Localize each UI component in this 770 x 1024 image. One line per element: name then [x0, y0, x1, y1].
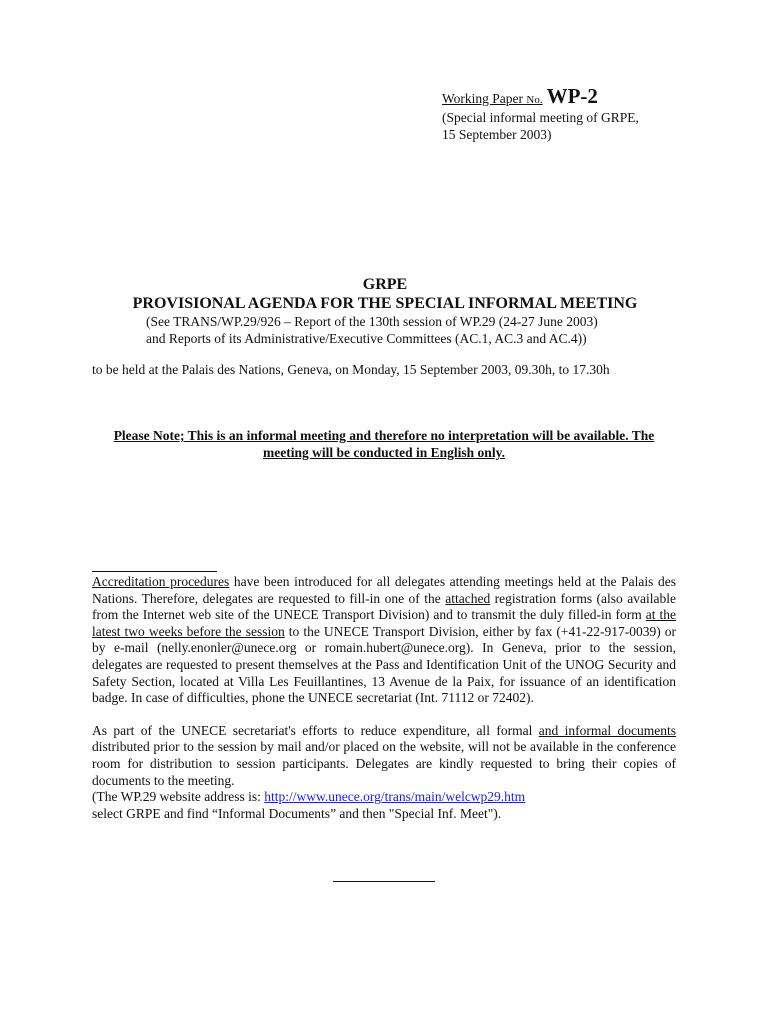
- special-meeting-line-2: 15 September 2003): [442, 127, 552, 142]
- footnote-separator: [92, 571, 217, 572]
- attached-text: attached: [445, 590, 491, 606]
- deadline-text: at the latest two weeks before the session: [92, 607, 676, 639]
- working-paper-line: [442, 84, 742, 109]
- special-meeting-line-1: (Special informal meeting of GRPE,: [442, 110, 639, 125]
- accreditation-text-1: have been introduced for all delegates attending meetings held at the Palais des Nations. Therefore, delegates are requested to fill-in one of the: [92, 574, 676, 606]
- accreditation-paragraph: [92, 574, 676, 707]
- accreditation-procedures-text: Accreditation procedures: [92, 574, 230, 589]
- subtitle-line-2: and Reports of its Administrative/Executive Committees (AC.1, AC.3 and AC.4)): [146, 331, 587, 346]
- accreditation-text-2: registration forms (also available from the Internet web site of the UNECE Transport Division) and to transmit the duly filled-in form: [92, 590, 676, 623]
- please-note: Please Note; This is an informal meeting and therefore no interpretation will be available. The meeting will be conducted in English only.: [113, 428, 655, 460]
- document-header: [442, 84, 742, 143]
- working-paper-no: No.: [526, 94, 543, 106]
- working-paper-label: [442, 91, 543, 106]
- end-separator: [333, 881, 435, 882]
- select-grpe-text: select GRPE and find “Informal Documents” and then "Special Inf. Meet").: [92, 805, 502, 821]
- website-prefix: (The WP.29 website address is:: [92, 789, 265, 805]
- working-paper-number: WP-2: [546, 84, 598, 108]
- subtitle-line-1: (See TRANS/WP.29/926 – Report of the 130th session of WP.29 (24-27 June 2003): [146, 314, 598, 329]
- documents-paragraph: [92, 723, 676, 823]
- working-paper-text: Working Paper: [442, 91, 524, 106]
- documents-text-2: distributed prior to the session by mail and/or placed on the website, will not be available in the conference room for distribution to session participants. Delegates are kindly requested to bring their copies of documents to the meeting.: [92, 739, 676, 788]
- title-agenda: PROVISIONAL AGENDA FOR THE SPECIAL INFORMAL MEETING: [132, 295, 638, 312]
- meeting-location-text: to be held at the Palais des Nations, Geneva, on Monday, 15 September 2003, 09.30h, to 17.30h: [92, 362, 610, 377]
- accreditation-text-3: to the UNECE Transport Division, either by fax (+41-22-917-0039) or by e-mail (nelly.enonler@unece.org or romain.hubert@unece.org). In Geneva, prior to the session, delegates are requested to present themselves at the Pass and Identification Unit of the UNOG Security and Safety Section, located at Villa Les Feuillantines, 13 Avenue de la Paix, for issuance of an identification badge. In case of difficulties, phone the UNECE secretariat (Int. 71112 or 72402).: [92, 623, 676, 706]
- wp29-website-link[interactable]: http://www.unece.org/trans/main/welcwp29.htm: [264, 789, 526, 805]
- title-block: [0, 275, 770, 347]
- title-grpe: GRPE: [362, 276, 408, 293]
- documents-text-1: As part of the UNECE secretariat's efforts to reduce expenditure, all formal: [92, 722, 539, 738]
- footnote-body: [92, 574, 676, 822]
- informal-documents-text: and informal documents: [538, 722, 677, 738]
